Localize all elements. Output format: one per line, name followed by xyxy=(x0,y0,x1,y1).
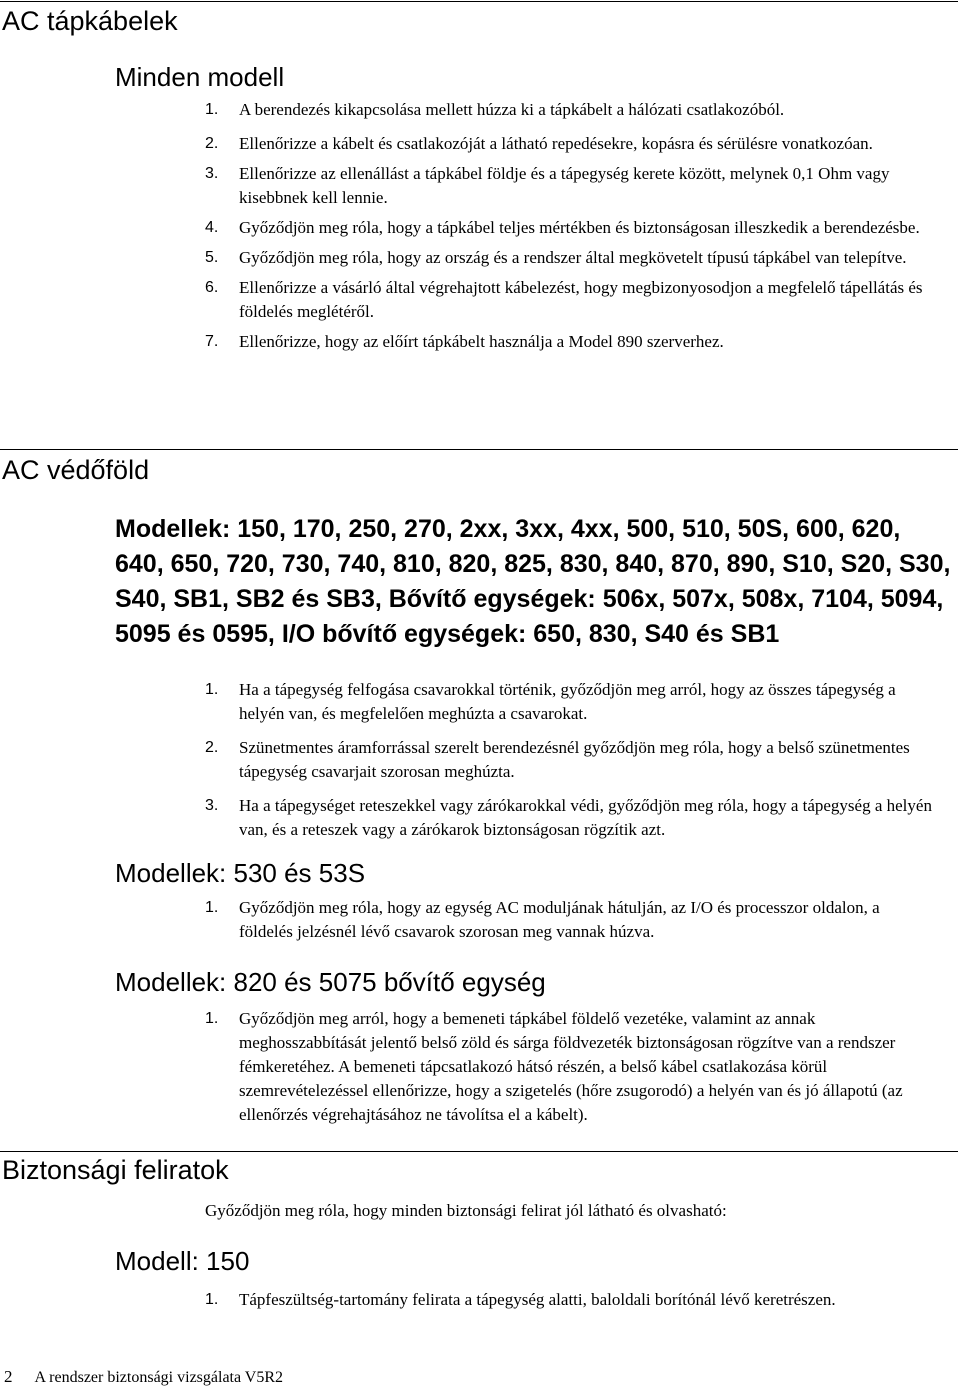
book-title: A rendszer biztonsági vizsgálata V5R2 xyxy=(34,1369,284,1386)
step-text: Ha a tápegység felfogása csavarokkal történik, győződjön meg arról, hogy az összes tápegység a helyén van, és megfelelően meghúzta a csavarokat. xyxy=(239,680,896,723)
step-text: Ellenőrizze az ellenállást a tápkábel földje és a tápegység kerete között, melynek 0,1 Ohm vagy kisebbnek kell lennie. xyxy=(239,164,890,207)
step-number: 6. xyxy=(205,279,219,296)
list-item xyxy=(205,98,935,122)
subsection-title-820-5075: Modellek: 820 és 5075 bővítő egység xyxy=(115,967,546,997)
step-number: 1. xyxy=(205,899,219,916)
section-rule-safety-labels xyxy=(0,1151,958,1152)
section-rule-ac-cables xyxy=(0,1,958,2)
step-text: Ellenőrizze, hogy az előírt tápkábelt használja a Model 890 szerverhez. xyxy=(239,332,724,351)
step-number: 5. xyxy=(205,249,219,266)
list-item xyxy=(205,794,935,842)
list-item xyxy=(205,1288,935,1312)
safety-labels-intro: Győződjön meg róla, hogy minden biztonsági felirat jól látható és olvasható: xyxy=(205,1201,727,1220)
section-title-ac-cables: AC tápkábelek xyxy=(2,6,178,36)
step-text: Ellenőrizze a vásárló által végrehajtott kábelezést, hogy megbizonyosodjon a megfelelő tápellátás és földelés meglétéről. xyxy=(239,278,923,321)
list-item xyxy=(205,162,935,210)
list-item xyxy=(205,276,935,324)
list-item xyxy=(205,896,935,944)
subsection-title-530-53s: Modellek: 530 és 53S xyxy=(115,858,366,888)
step-text: Győződjön meg róla, hogy az ország és a rendszer által megkövetelt típusú tápkábel van telepítve. xyxy=(239,248,907,267)
step-number: 4. xyxy=(205,219,219,236)
subsection-title-models-list: Modellek: 150, 170, 250, 270, 2xx, 3xx, 4xx, 500, 510, 50S, 600, 620, 640, 650, 720, 730, 740, 810, 820, 825, 830, 840, 870, 890, S10, S20, S30, S40, SB1, SB2 és SB3, Bővítő egységek: 506x, 507x, 508x, 7104, 5094, 5095 és 0595, I/O bővítő egységek: 650, 830, S40 és SB1 xyxy=(115,515,951,648)
step-number: 7. xyxy=(205,333,219,350)
step-number: 2. xyxy=(205,135,219,152)
step-number: 3. xyxy=(205,165,219,182)
list-item xyxy=(205,330,935,354)
step-number: 1. xyxy=(205,101,219,118)
section-title-safety-labels: Biztonsági feliratok xyxy=(2,1155,229,1185)
list-item xyxy=(205,736,935,784)
step-text: Győződjön meg róla, hogy a tápkábel teljes mértékben és biztonságosan illeszkedik a berendezésbe. xyxy=(239,218,920,237)
steps-list-ground-models xyxy=(205,678,935,842)
subsection-title-all-models: Minden modell xyxy=(115,62,285,92)
step-text: Győződjön meg róla, hogy az egység AC moduljának hátulján, az I/O és processzor oldalon, a földelés jelzésnél lévő csavarok szorosan meg vannak húzva. xyxy=(239,898,880,941)
step-text: Ha a tápegységet reteszekkel vagy zárókarokkal védi, győződjön meg róla, hogy a tápegység a helyén van, és a reteszek vagy a zárókarok biztonságosan rögzítik azt. xyxy=(239,796,932,839)
list-item xyxy=(205,246,935,270)
section-title-ac-ground: AC védőföld xyxy=(2,455,150,485)
list-item xyxy=(205,216,935,240)
steps-list-530 xyxy=(205,896,935,944)
step-number: 1. xyxy=(205,1010,219,1027)
section-rule-ac-ground xyxy=(0,449,958,450)
list-item xyxy=(205,678,935,726)
steps-list-820 xyxy=(205,1007,935,1127)
subsection-title-model-150: Modell: 150 xyxy=(115,1246,250,1276)
steps-list-model-150 xyxy=(205,1288,935,1312)
page-number: 2 xyxy=(4,1367,13,1386)
step-text: Tápfeszültség-tartomány felirata a tápegység alatti, baloldali borítónál lévő keretrészen. xyxy=(239,1290,836,1309)
page-footer xyxy=(4,1367,283,1388)
step-text: A berendezés kikapcsolása mellett húzza ki a tápkábelt a hálózati csatlakozóból. xyxy=(239,100,785,119)
step-number: 1. xyxy=(205,681,219,698)
step-text: Szünetmentes áramforrással szerelt berendezésnél győződjön meg róla, hogy a belső szünetmentes tápegység csavarjait szorosan meghúzta. xyxy=(239,738,910,781)
step-number: 2. xyxy=(205,739,219,756)
step-text: Ellenőrizze a kábelt és csatlakozóját a látható repedésekre, kopásra és sérülésre vonatkozóan. xyxy=(239,134,873,153)
step-number: 1. xyxy=(205,1291,219,1308)
list-item xyxy=(205,1007,935,1127)
step-number: 3. xyxy=(205,797,219,814)
steps-list-ac-cables xyxy=(205,98,935,354)
step-text: Győződjön meg arról, hogy a bemeneti tápkábel földelő vezetéke, valamint az annak meghosszabbítását jelentő belső zöld és sárga földvezeték biztonságosan rögzítve van a rendszer fémkeretéhez. A bemeneti tápcsatlakozó hátsó részén, a belső kábel csatlakozása körül szemrevételezéssel ellenőrizze, hogy a szigetelés (hőre zsugorodó) a helyén van és jó állapotú (az ellenőrzés végrehajtásához ne távolítsa el a kábelt). xyxy=(239,1009,903,1124)
list-item xyxy=(205,132,935,156)
